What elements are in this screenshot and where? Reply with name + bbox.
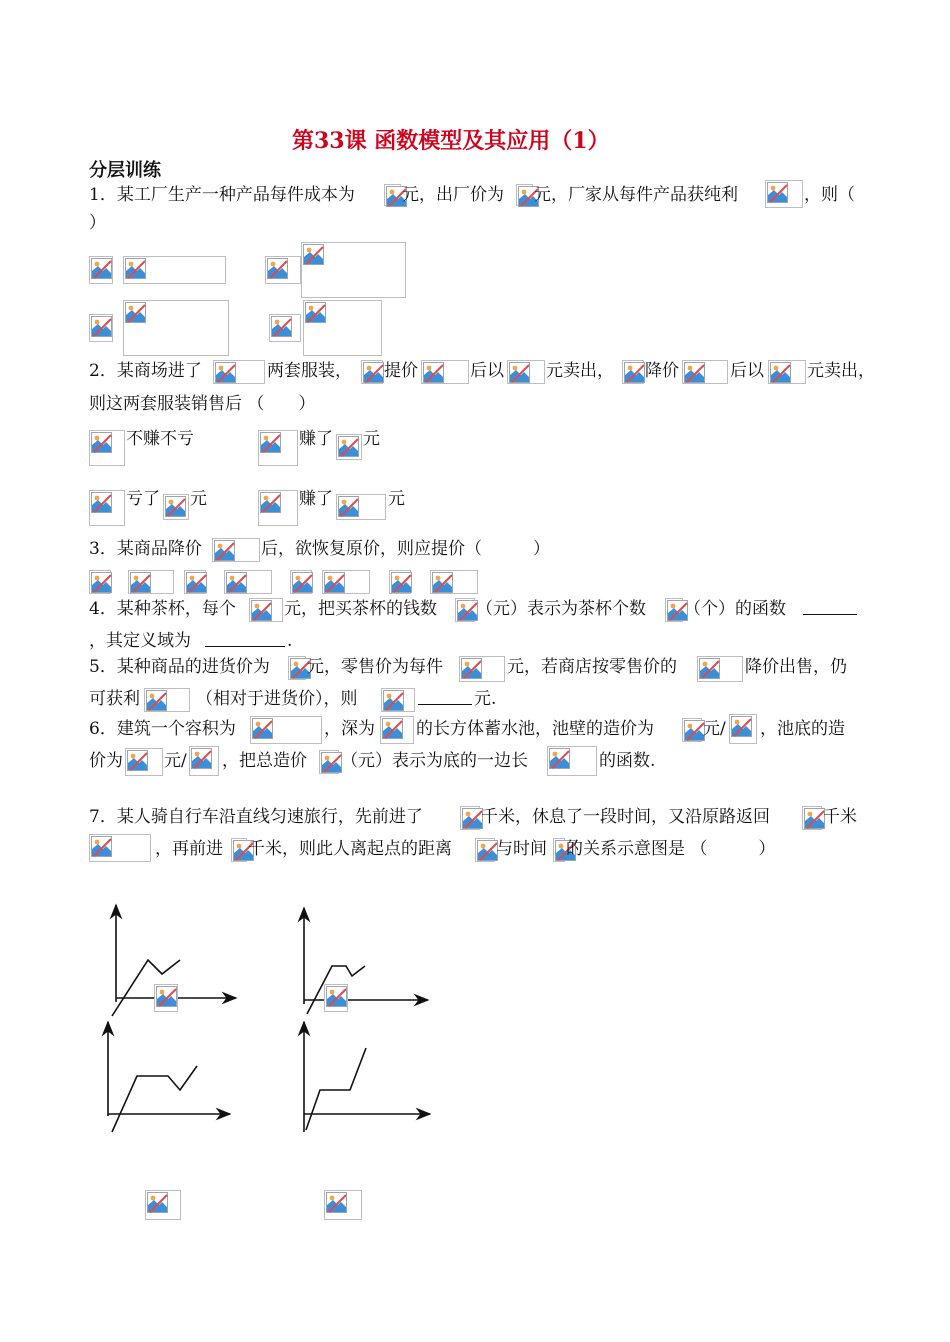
q4-text-5: ，其定义域为 — [89, 631, 191, 651]
broken-image-icon — [156, 986, 177, 1007]
q6-text-10: 的函数. — [599, 751, 656, 771]
q2-text-3: 提价 — [384, 361, 418, 381]
graph-b — [304, 908, 428, 1014]
q7-text-4: ，再前进 — [155, 839, 223, 859]
q4-text-6: . — [287, 631, 293, 651]
q3-text-1: 3．某商品降价 — [89, 539, 202, 559]
q5-text-5: 可获利 — [89, 689, 140, 709]
q1-text-1: 1．某工厂生产一种产品每件成本为 — [89, 185, 355, 205]
q7-text-7: 的关系示意图是 （ ） — [566, 839, 776, 859]
q1-text-2: 元，出厂价为 — [402, 185, 504, 205]
graph-b-label — [324, 984, 348, 1012]
q4-text-3: （元）表示为茶杯个数 — [476, 599, 646, 619]
q2-text-1: 2．某商场进了 — [89, 361, 202, 381]
q5-text-7: 元. — [474, 689, 497, 709]
broken-image-icon — [147, 1192, 168, 1213]
graph-c-label — [145, 1190, 181, 1220]
q6-text-3: 的长方体蓄水池，池壁的造价为 — [416, 719, 654, 739]
q2-text-5: 元卖出， — [546, 361, 614, 381]
q1-text-4: ，则（ — [804, 185, 855, 205]
q5-text-4: 降价出售，仍 — [745, 657, 847, 677]
q7-text-1: 7．某人骑自行车沿直线匀速旅行，先前进了 — [89, 807, 423, 827]
q2-option-b-1: 赚了 — [299, 429, 333, 449]
q2-text-6: 降价 — [645, 361, 679, 381]
q3-text-2: 后，欲恢复原价，则应提价（ ） — [261, 539, 550, 559]
broken-image-icon — [326, 1192, 347, 1213]
q1-text-5: ） — [89, 213, 106, 233]
q7-text-3: 千米 — [823, 807, 857, 827]
q2-option-a: 不赚不亏 — [126, 429, 194, 449]
q6-text-1: 6．建筑一个容积为 — [89, 719, 236, 739]
q2-option-d-1: 赚了 — [299, 489, 333, 509]
q6-text-4: 元/ — [703, 719, 726, 739]
q6-text-2: ，深为 — [324, 719, 375, 739]
q4-text-2: 元，把买茶杯的钱数 — [284, 599, 437, 619]
q1-text-3: 元，厂家从每件产品获纯利 — [534, 185, 738, 205]
q5-text-6: （相对于进货价），则 — [196, 689, 358, 709]
q5-text-1: 5．某种商品的进货价为 — [89, 657, 270, 677]
graph-d — [304, 1022, 430, 1132]
q6-text-7: 元/ — [164, 751, 187, 771]
q6-text-9: （元）表示为底的一边长 — [341, 751, 528, 771]
q2-option-c-2: 元 — [190, 489, 207, 509]
graph-a-label — [154, 984, 178, 1012]
q7-text-2: 千米，休息了一段时间，又沿原路返回 — [481, 807, 770, 827]
q2-text-4: 后以 — [470, 361, 504, 381]
q6-text-5: ，池底的造 — [760, 719, 845, 739]
section-heading: 分层训练 — [89, 160, 161, 181]
q6-text-8: ，把总造价 — [222, 751, 307, 771]
q2-option-c-1: 亏了 — [126, 489, 160, 509]
q2-text-9: 则这两套服装销售后 （ ） — [89, 394, 316, 414]
q2-text-8: 元卖出， — [807, 361, 875, 381]
graph-d-label — [324, 1190, 362, 1220]
page-title: 第33课 函数模型及其应用（1） — [292, 128, 610, 154]
q2-option-d-2: 元 — [388, 489, 405, 509]
q2-option-b-2: 元 — [363, 429, 380, 449]
q6-text-6: 价为 — [89, 751, 123, 771]
q7-text-6: 与时间 — [496, 839, 547, 859]
q4-text-4: （个）的函数 — [684, 599, 786, 619]
q7-text-5: 千米，则此人离起点的距离 — [248, 839, 452, 859]
q2-text-2: 两套服装， — [267, 361, 352, 381]
q5-text-3: 元，若商店按零售价的 — [507, 657, 677, 677]
q4-text-1: 4．某种茶杯，每个 — [89, 599, 236, 619]
graph-c — [108, 1022, 230, 1132]
q2-text-7: 后以 — [730, 361, 764, 381]
q5-text-2: 元，零售价为每件 — [307, 657, 443, 677]
broken-image-icon — [326, 986, 347, 1007]
